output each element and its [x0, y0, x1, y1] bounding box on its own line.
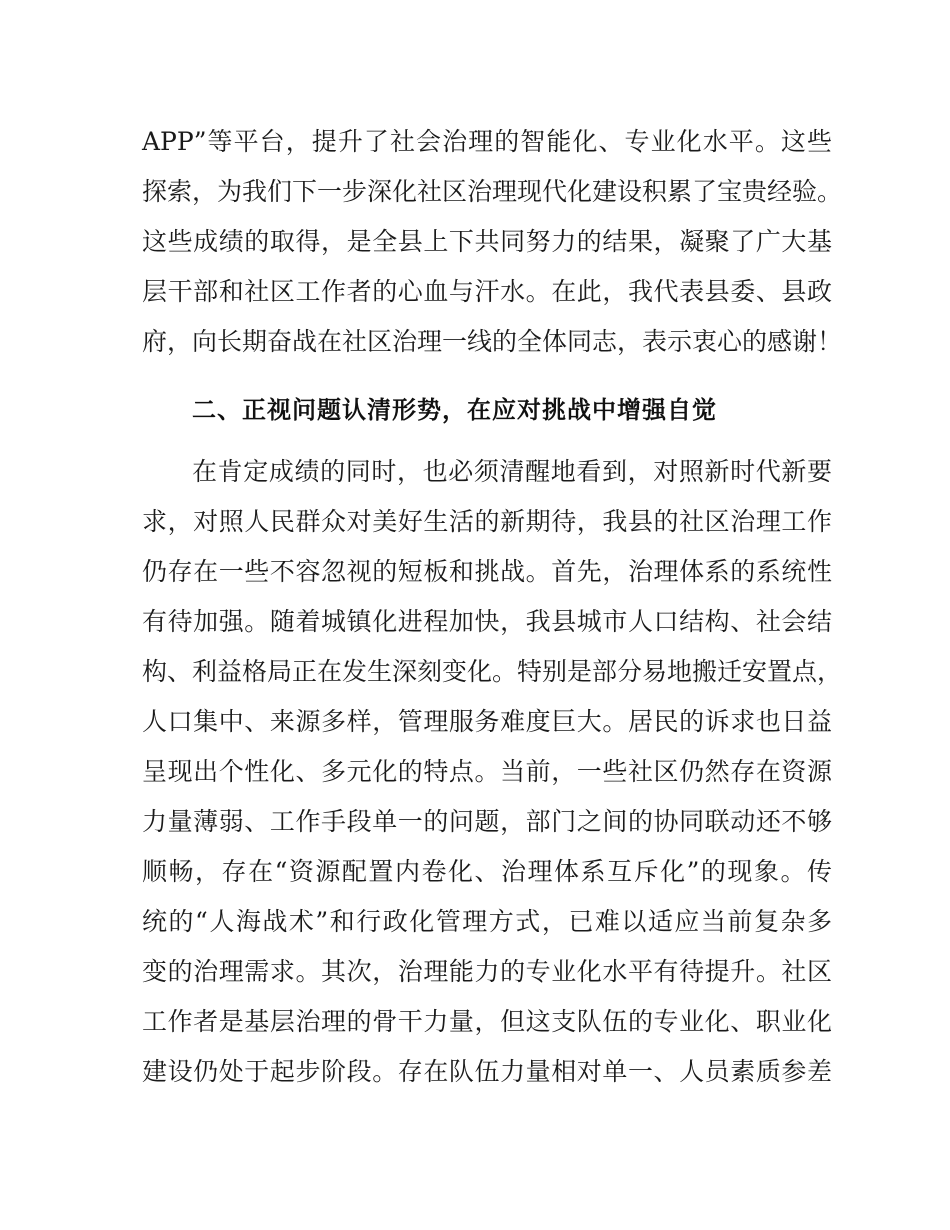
paragraph2-line-3: 仍存在一些不容忽视的短板和挑战。首先，治理体系的系统性	[142, 557, 832, 586]
paragraph2-line-6: 人口集中、来源多样，管理服务难度巨大。居民的诉求也日益	[142, 707, 832, 736]
paragraph2-line-5: 构、利益格局正在发生深刻变化。特别是部分易地搬迁安置点，	[142, 657, 843, 686]
paragraph2-line-8: 力量薄弱、工作手段单一的问题，部门之间的协同联动还不够	[142, 807, 832, 836]
paragraph2-line-13: 建设仍处于起步阶段。存在队伍力量相对单一、人员素质参差	[142, 1057, 832, 1086]
paragraph2-line-2: 求，对照人民群众对美好生活的新期待，我县的社区治理工作	[142, 507, 832, 536]
paragraph2-line-9: 顺畅，存在“资源配置内卷化、治理体系互斥化”的现象。传	[142, 857, 832, 886]
paragraph1-line-1: APP”等平台，提升了社会治理的智能化、专业化水平。这些	[142, 127, 832, 156]
paragraph2-line-4: 有待加强。随着城镇化进程加快，我县城市人口结构、社会结	[142, 607, 832, 636]
section-heading: 二、正视问题认清形势，在应对挑战中增强自觉	[192, 396, 717, 424]
paragraph2-line-7: 呈现出个性化、多元化的特点。当前，一些社区仍然存在资源	[142, 757, 832, 786]
paragraph1-line-5: 府，向长期奋战在社区治理一线的全体同志，表示衷心的感谢！	[142, 327, 843, 356]
paragraph2-line-10: 统的“人海战术”和行政化管理方式，已难以适应当前复杂多	[142, 907, 832, 936]
paragraph2-line-1: 在肯定成绩的同时，也必须清醒地看到，对照新时代新要	[192, 457, 832, 486]
paragraph1-line-3: 这些成绩的取得，是全县上下共同努力的结果，凝聚了广大基	[142, 227, 832, 256]
paragraph1-line-2: 探索，为我们下一步深化社区治理现代化建设积累了宝贵经验。	[142, 177, 843, 206]
paragraph1-line-4: 层干部和社区工作者的心血与汗水。在此，我代表县委、县政	[142, 277, 832, 306]
paragraph2-line-11: 变的治理需求。其次，治理能力的专业化水平有待提升。社区	[142, 957, 832, 986]
paragraph2-line-12: 工作者是基层治理的骨干力量，但这支队伍的专业化、职业化	[142, 1007, 832, 1036]
